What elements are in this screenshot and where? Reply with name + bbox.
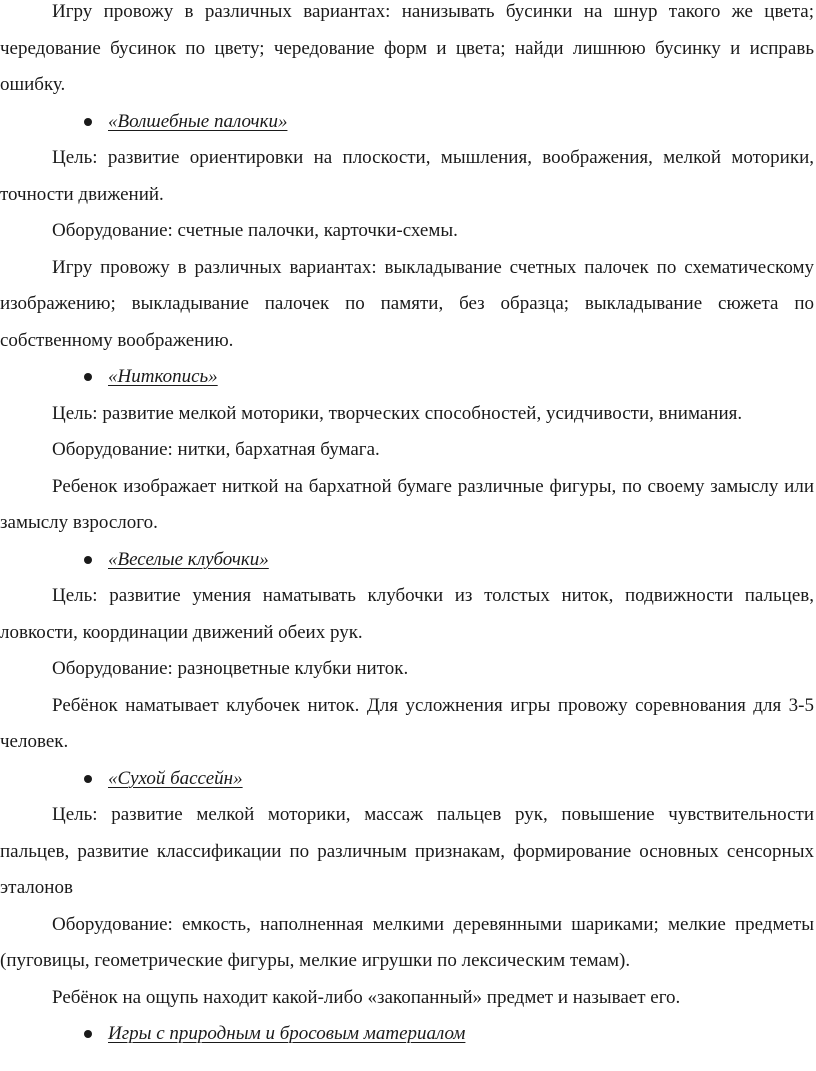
game-heading-magic-sticks	[0, 104, 816, 141]
paragraph-equipment: Оборудование: счетные палочки, карточки-схемы.	[52, 220, 458, 241]
bullet-icon	[84, 373, 92, 381]
paragraph-description: Игру провожу в различных вариантах: выкладывание счетных палочек по схематическому изображению; выкладывание палочек по памяти, без образца; выкладывание сюжета по собственному воображению.	[0, 256, 814, 351]
bullet-icon	[84, 1030, 92, 1038]
paragraph-equipment: Оборудование: разноцветные клубки ниток.	[52, 658, 409, 679]
section-title: Игры с природным и бросовым материалом	[108, 1023, 466, 1044]
paragraph-equipment: Оборудование: емкость, наполненная мелкими деревянными шариками; мелкие предметы (пуговицы, геометрические фигуры, мелкие игрушки по лексическим темам).	[0, 913, 814, 971]
paragraph-equipment: Оборудование: нитки, бархатная бумага.	[52, 439, 380, 460]
paragraph-description: Ребенок изображает ниткой на бархатной бумаге различные фигуры, по своему замыслу или замыслу взрослого.	[0, 475, 814, 533]
paragraph-description: Ребёнок наматывает клубочек ниток. Для усложнения игры провожу соревнования для 3-5 человек.	[0, 694, 814, 752]
bullet-icon	[84, 556, 92, 564]
paragraph-goal: Цель: развитие умения наматывать клубочки из толстых ниток, подвижности пальцев, ловкости, координации движений обеих рук.	[0, 585, 814, 643]
paragraph-goal: Цель: развитие мелкой моторики, творческих способностей, усидчивости, внимания.	[52, 402, 743, 424]
paragraph-beads-variants: Игру провожу в различных вариантах: нанизывать бусинки на шнур такого же цвета; чередование бусинок по цвету; чередование форм и цвета; найди лишнюю бусинку и исправь ошибку.	[0, 1, 814, 95]
paragraph-goal: Цель: развитие ориентировки на плоскости, мышления, воображения, мелкой моторики, точности движений.	[0, 147, 814, 205]
game-title: «Волшебные палочки»	[108, 110, 288, 132]
game-title: «Сухой бассейн»	[108, 767, 243, 789]
bullet-icon	[84, 118, 92, 126]
game-title: «Ниткопись»	[108, 366, 218, 387]
game-heading-merry-balls	[0, 542, 816, 579]
paragraph-goal: Цель: развитие мелкой моторики, массаж пальцев рук, повышение чувствительности пальцев, развитие классификации по различным признакам, формирование основных сенсорных эталонов	[0, 804, 814, 898]
bullet-icon	[84, 775, 92, 783]
game-heading-thread-writing	[0, 359, 816, 396]
game-title: «Веселые клубочки»	[108, 548, 269, 570]
game-heading-dry-pool	[0, 761, 816, 798]
paragraph-description: Ребёнок на ощупь находит какой-либо «закопанный» предмет и называет его.	[52, 986, 681, 1008]
section-heading-natural-materials	[0, 1016, 816, 1053]
